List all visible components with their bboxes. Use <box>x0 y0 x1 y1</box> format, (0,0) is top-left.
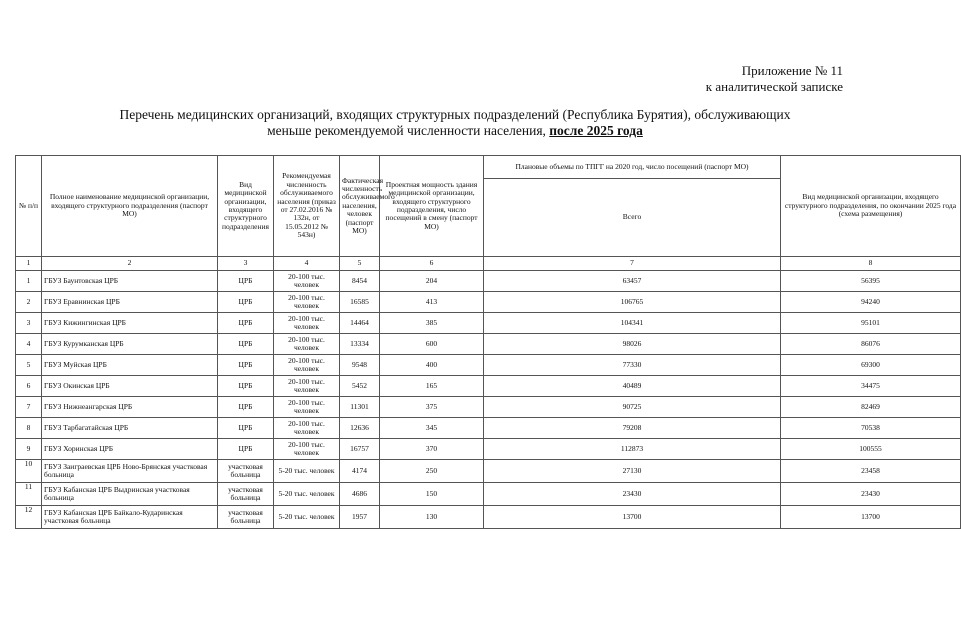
document-title <box>60 107 850 139</box>
cell-type: ЦРБ <box>218 271 274 292</box>
cell-name: ГБУЗ Кижингинская ЦРБ <box>42 313 218 334</box>
organizations-table <box>15 155 961 529</box>
header-actual: Фактическая численность обслуживаемого населения, человек (паспорт МО) <box>340 156 380 257</box>
cell-type: ЦРБ <box>218 334 274 355</box>
cell-name: ГБУЗ Тарбагатайская ЦРБ <box>42 418 218 439</box>
cell-future: 69300 <box>781 355 961 376</box>
cell-actual: 13334 <box>340 334 380 355</box>
cell-future: 94240 <box>781 292 961 313</box>
table-row <box>16 271 961 292</box>
cell-name: ГБУЗ Нижнеангарская ЦРБ <box>42 397 218 418</box>
cell-future: 86076 <box>781 334 961 355</box>
cell-total: 40489 <box>484 376 781 397</box>
column-number: 5 <box>340 257 380 271</box>
cell-total: 77330 <box>484 355 781 376</box>
cell-total: 79208 <box>484 418 781 439</box>
table-row <box>16 292 961 313</box>
cell-num: 2 <box>16 292 42 313</box>
table-row <box>16 334 961 355</box>
header-capacity: Проектная мощность здания медицинской организации, входящего структурного подразделения, число посещений в смену (паспорт МО) <box>380 156 484 257</box>
cell-name: ГБУЗ Кабанская ЦРБ Выдринская участковая больница <box>42 483 218 506</box>
cell-actual: 4174 <box>340 460 380 483</box>
title-line-2-text: меньше рекомендуемой численности населения, <box>267 123 546 138</box>
cell-actual: 12636 <box>340 418 380 439</box>
cell-actual: 8454 <box>340 271 380 292</box>
table-row <box>16 460 961 483</box>
appendix-label <box>706 63 843 95</box>
table-row <box>16 313 961 334</box>
cell-future: 13700 <box>781 506 961 529</box>
cell-future: 56395 <box>781 271 961 292</box>
header-recommended: Рекомендуемая численность обслуживаемого населения (приказ от 27.02.2016 № 132н, от 15.05.2012 № 543н) <box>274 156 340 257</box>
cell-future: 23430 <box>781 483 961 506</box>
cell-total: 98026 <box>484 334 781 355</box>
cell-capacity: 413 <box>380 292 484 313</box>
table-row <box>16 439 961 460</box>
cell-recommended: 20-100 тыс. человек <box>274 418 340 439</box>
column-number-row <box>16 257 961 271</box>
cell-capacity: 150 <box>380 483 484 506</box>
cell-type: ЦРБ <box>218 355 274 376</box>
cell-actual: 16585 <box>340 292 380 313</box>
table-row <box>16 355 961 376</box>
cell-type: участковая больница <box>218 460 274 483</box>
cell-num: 11 <box>16 483 42 506</box>
cell-capacity: 375 <box>380 397 484 418</box>
cell-name: ГБУЗ Окинская ЦРБ <box>42 376 218 397</box>
header-name: Полное наименование медицинской организации, входящего структурного подразделения (паспорт МО) <box>42 156 218 257</box>
cell-num: 8 <box>16 418 42 439</box>
cell-recommended: 20-100 тыс. человек <box>274 292 340 313</box>
cell-num: 7 <box>16 397 42 418</box>
cell-num: 9 <box>16 439 42 460</box>
cell-recommended: 20-100 тыс. человек <box>274 334 340 355</box>
column-number: 6 <box>380 257 484 271</box>
column-number: 3 <box>218 257 274 271</box>
cell-capacity: 130 <box>380 506 484 529</box>
column-number: 4 <box>274 257 340 271</box>
cell-name: ГБУЗ Еравнинская ЦРБ <box>42 292 218 313</box>
cell-actual: 16757 <box>340 439 380 460</box>
cell-capacity: 345 <box>380 418 484 439</box>
cell-type: ЦРБ <box>218 439 274 460</box>
appendix-reference: к аналитической записке <box>705 79 843 94</box>
cell-num: 12 <box>16 506 42 529</box>
cell-name: ГБУЗ Хоринская ЦРБ <box>42 439 218 460</box>
cell-actual: 4686 <box>340 483 380 506</box>
column-number: 2 <box>42 257 218 271</box>
cell-type: ЦРБ <box>218 418 274 439</box>
cell-type: ЦРБ <box>218 376 274 397</box>
cell-num: 3 <box>16 313 42 334</box>
cell-recommended: 5-20 тыс. человек <box>274 483 340 506</box>
column-number: 8 <box>781 257 961 271</box>
cell-type: ЦРБ <box>218 292 274 313</box>
table-row <box>16 397 961 418</box>
cell-total: 112873 <box>484 439 781 460</box>
cell-future: 23458 <box>781 460 961 483</box>
cell-total: 104341 <box>484 313 781 334</box>
cell-future: 82469 <box>781 397 961 418</box>
header-row <box>16 156 961 179</box>
cell-num: 4 <box>16 334 42 355</box>
cell-actual: 14464 <box>340 313 380 334</box>
cell-num: 6 <box>16 376 42 397</box>
cell-type: ЦРБ <box>218 313 274 334</box>
cell-recommended: 20-100 тыс. человек <box>274 271 340 292</box>
cell-capacity: 165 <box>380 376 484 397</box>
cell-name: ГБУЗ Кабанская ЦРБ Байкало-Кударинская участковая больница <box>42 506 218 529</box>
cell-recommended: 5-20 тыс. человек <box>274 460 340 483</box>
cell-capacity: 385 <box>380 313 484 334</box>
cell-future: 100555 <box>781 439 961 460</box>
cell-type: участковая больница <box>218 506 274 529</box>
cell-total: 27130 <box>484 460 781 483</box>
cell-recommended: 20-100 тыс. человек <box>274 397 340 418</box>
cell-total: 106765 <box>484 292 781 313</box>
cell-recommended: 5-20 тыс. человек <box>274 506 340 529</box>
cell-num: 1 <box>16 271 42 292</box>
title-line-1: Перечень медицинских организаций, входящих структурных подразделений (Республика Бурятия), обслуживающих <box>119 107 791 122</box>
cell-actual: 11301 <box>340 397 380 418</box>
column-number: 7 <box>484 257 781 271</box>
cell-name: ГБУЗ Курумканская ЦРБ <box>42 334 218 355</box>
cell-type: участковая больница <box>218 483 274 506</box>
appendix-number: Приложение № 11 <box>741 63 843 78</box>
cell-name: ГБУЗ Баунтовская ЦРБ <box>42 271 218 292</box>
cell-capacity: 204 <box>380 271 484 292</box>
table-row <box>16 418 961 439</box>
cell-recommended: 20-100 тыс. человек <box>274 313 340 334</box>
cell-name: ГБУЗ Заиграевская ЦРБ Ново-Брянская участковая больница <box>42 460 218 483</box>
cell-recommended: 20-100 тыс. человек <box>274 355 340 376</box>
cell-capacity: 370 <box>380 439 484 460</box>
cell-actual: 1957 <box>340 506 380 529</box>
cell-recommended: 20-100 тыс. человек <box>274 439 340 460</box>
cell-name: ГБУЗ Муйская ЦРБ <box>42 355 218 376</box>
cell-num: 5 <box>16 355 42 376</box>
cell-future: 34475 <box>781 376 961 397</box>
table-row <box>16 376 961 397</box>
header-planned-group: Плановые объемы по ТПГГ на 2020 год, число посещений (паспорт МО) <box>484 156 781 179</box>
header-num: № п/п <box>16 156 42 257</box>
cell-actual: 5452 <box>340 376 380 397</box>
cell-num: 10 <box>16 460 42 483</box>
cell-capacity: 250 <box>380 460 484 483</box>
title-line-2 <box>60 123 850 139</box>
title-emphasis: после 2025 года <box>549 123 643 138</box>
table-row <box>16 506 961 529</box>
cell-total: 13700 <box>484 506 781 529</box>
cell-total: 23430 <box>484 483 781 506</box>
cell-type: ЦРБ <box>218 397 274 418</box>
header-type: Вид медицинской организации, входящего структурного подразделения <box>218 156 274 257</box>
cell-actual: 9548 <box>340 355 380 376</box>
header-future-type: Вид медицинской организации, входящего структурного подразделения, по окончании 2025 года (схема размещения) <box>781 156 961 257</box>
table-row <box>16 483 961 506</box>
cell-total: 90725 <box>484 397 781 418</box>
cell-total: 63457 <box>484 271 781 292</box>
cell-future: 70538 <box>781 418 961 439</box>
header-total: Всего <box>484 179 781 257</box>
cell-recommended: 20-100 тыс. человек <box>274 376 340 397</box>
column-number: 1 <box>16 257 42 271</box>
cell-capacity: 600 <box>380 334 484 355</box>
cell-future: 95101 <box>781 313 961 334</box>
cell-capacity: 400 <box>380 355 484 376</box>
